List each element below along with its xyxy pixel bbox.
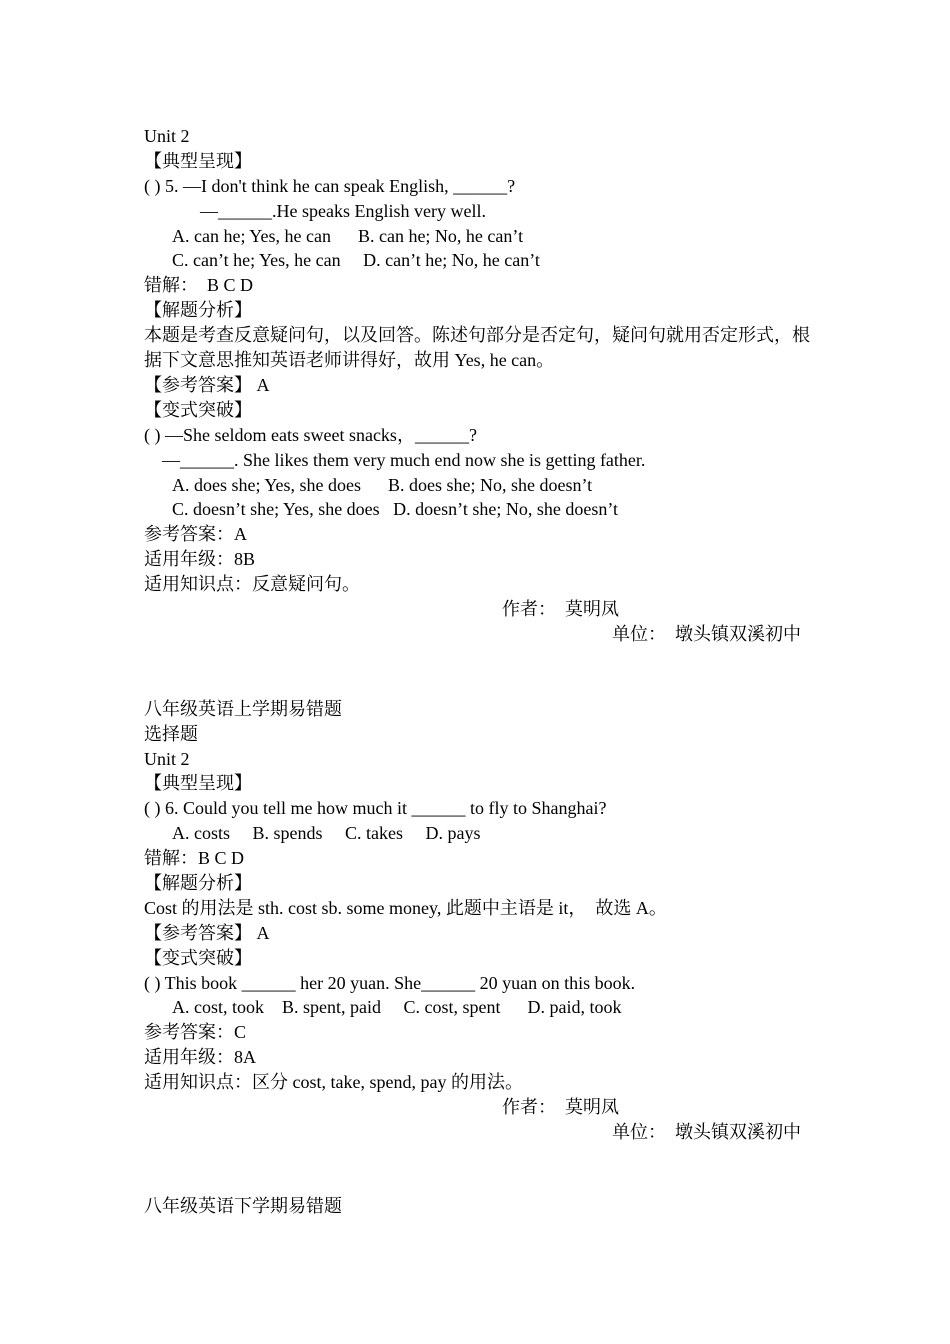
variant-question: ( ) —She seldom eats sweet snacks，______?: [144, 424, 477, 445]
reference-answer: 【参考答案】 A: [144, 922, 270, 943]
options-row: C. can’t he; Yes, he can D. can’t he; No, he can’t: [172, 250, 540, 271]
variant-answer: 参考答案：A: [144, 524, 247, 545]
author-line: 作者： 莫明凤: [502, 598, 619, 619]
variant-options-row: A. does she; Yes, she does B. does she; No, she doesn’t: [172, 474, 593, 495]
variant-question: ( ) This book ______ her 20 yuan. She______ 20 yuan on this book.: [144, 972, 636, 993]
category-label: 选择题: [144, 723, 198, 744]
wrong-answer: 错解： B C D: [144, 275, 254, 296]
school-line: 单位： 墩头镇双溪初中: [612, 623, 801, 644]
analysis-heading: 【解题分析】: [144, 872, 252, 893]
variant-heading: 【变式突破】: [144, 399, 252, 420]
unit-heading: Unit 2: [144, 126, 190, 146]
variant-heading: 【变式突破】: [144, 947, 252, 968]
question-text: ( ) 6. Could you tell me how much it ______ to fly to Shanghai?: [144, 798, 607, 819]
variant-options-row: C. doesn’t she; Yes, she does D. doesn’t she; No, she doesn’t: [172, 499, 618, 520]
document-content: [144, 124, 810, 1219]
variant-answer: 参考答案：C: [144, 1022, 247, 1043]
options-row: A. costs B. spends C. takes D. pays: [172, 823, 481, 844]
section-title: 八年级英语上学期易错题: [144, 698, 342, 719]
question-reply: —______.He speaks English very well.: [200, 200, 486, 221]
section-title: 八年级英语下学期易错题: [144, 1195, 342, 1216]
typical-heading: 【典型呈现】: [144, 150, 252, 171]
author-line: 作者： 莫明凤: [502, 1096, 619, 1117]
analysis-text: 本题是考查反意疑问句，以及回答。陈述句部分是否定句，疑问句就用否定形式，根据下文意思推知英语老师讲得好，故用 Yes, he can。: [144, 325, 810, 371]
section-gap: [144, 647, 810, 697]
variant-reply: —______. She likes them very much end now she is getting father.: [162, 449, 646, 470]
question-text: ( ) 5. —I don't think he can speak English, ______?: [144, 175, 516, 196]
analysis-text: Cost 的用法是 sth. cost sb. some money, 此题中主语是 it， 故选 A。: [144, 897, 667, 918]
grade-label: 适用年级：8B: [144, 549, 256, 570]
typical-heading: 【典型呈现】: [144, 773, 252, 794]
options-row: A. can he; Yes, he can B. can he; No, he can’t: [172, 225, 524, 246]
wrong-answer: 错解：B C D: [144, 848, 245, 869]
school-line: 单位： 墩头镇双溪初中: [612, 1121, 801, 1142]
section-gap: [144, 1145, 810, 1194]
reference-answer: 【参考答案】 A: [144, 374, 270, 395]
grade-label: 适用年级：8A: [144, 1047, 256, 1068]
knowledge-point: 适用知识点：反意疑问句。: [144, 574, 360, 595]
analysis-heading: 【解题分析】: [144, 300, 252, 321]
knowledge-point: 适用知识点：区分 cost, take, spend, pay 的用法。: [144, 1072, 523, 1093]
unit-heading: Unit 2: [144, 748, 190, 769]
variant-options-row: A. cost, took B. spent, paid C. cost, spent D. paid, took: [172, 997, 622, 1018]
